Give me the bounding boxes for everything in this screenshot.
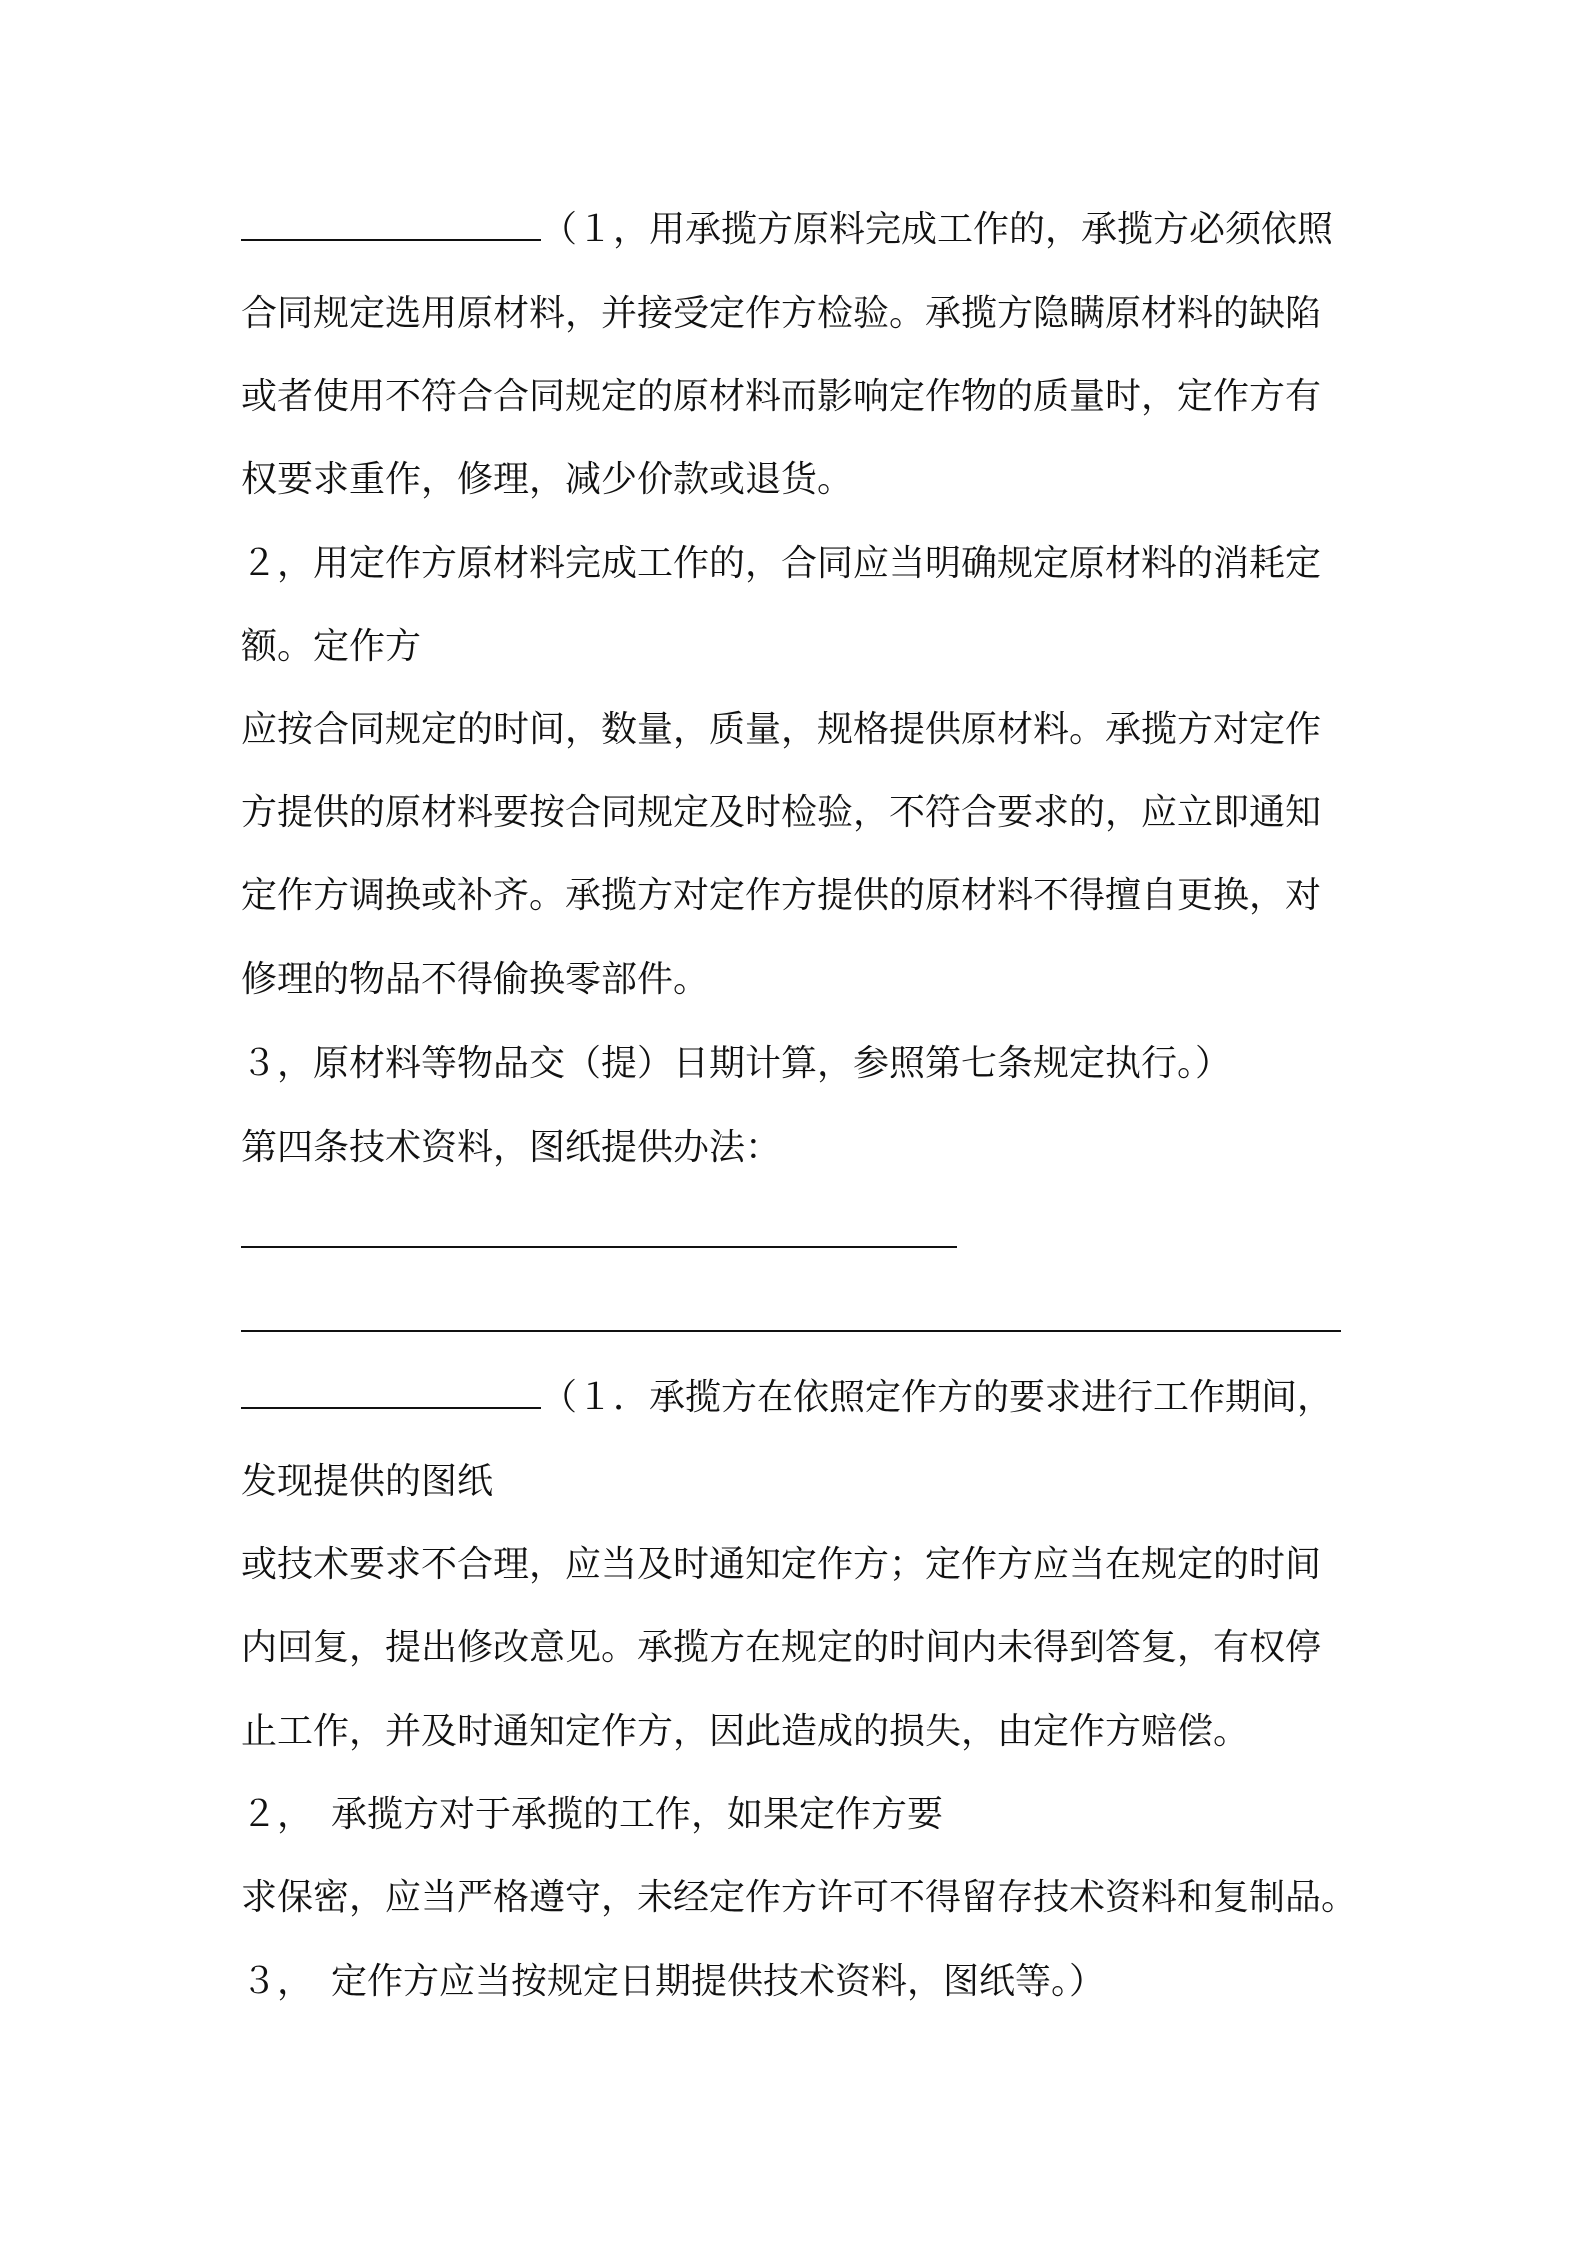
paragraph-line: 方提供的原材料要按合同规定及时检验，不符合要求的，应立即通知 — [241, 792, 1322, 833]
paragraph-line — [241, 1376, 1333, 1420]
paragraph-line: 应按合同规定的时间，数量，质量，规格提供原材料。承揽方对定作 — [241, 709, 1322, 750]
paragraph-line: 或技术要求不合理，应当及时通知定作方；定作方应当在规定的时间 — [241, 1544, 1322, 1585]
fill-in-blank[interactable] — [241, 209, 541, 241]
paragraph-line: 止工作，并及时通知定作方，因此造成的损失，由定作方赔偿。 — [241, 1711, 1250, 1752]
paragraph-line: 定作方调换或补齐。承揽方对定作方提供的原材料不得擅自更换，对 — [241, 875, 1322, 916]
paragraph-line: 发现提供的图纸 — [241, 1461, 494, 1502]
paragraph-line: ２， 承揽方对于承揽的工作，如果定作方要 — [241, 1794, 944, 1835]
fill-in-blank[interactable] — [241, 1330, 1341, 1332]
paragraph-line: 额。定作方 — [241, 626, 422, 667]
paragraph-line: 内回复，提出修改意见。承揽方在规定的时间内未得到答复，有权停 — [241, 1627, 1322, 1668]
paragraph-line: ２，用定作方原材料完成工作的，合同应当明确规定原材料的消耗定 — [241, 543, 1322, 584]
paragraph-line: 或者使用不符合合同规定的原材料而影响定作物的质量时，定作方有 — [241, 376, 1322, 417]
paragraph-line: ３，原材料等物品交（提）日期计算，参照第七条规定执行。） — [241, 1043, 1232, 1084]
paragraph-line — [241, 208, 1333, 252]
fill-in-blank[interactable] — [241, 1377, 541, 1409]
paragraph-line: 求保密，应当严格遵守，未经定作方许可不得留存技术资料和复制品。 — [241, 1877, 1358, 1918]
section-heading: 第四条技术资料，图纸提供办法： — [241, 1127, 782, 1168]
line-text: （１，用承揽方原料完成工作的，承揽方必须依照 — [541, 209, 1334, 250]
paragraph-line: 合同规定选用原材料，并接受定作方检验。承揽方隐瞒原材料的缺陷 — [241, 293, 1322, 334]
fill-in-blank[interactable] — [241, 1246, 957, 1248]
paragraph-line: 修理的物品不得偷换零部件。 — [241, 959, 710, 1000]
line-text: （１．承揽方在依照定作方的要求进行工作期间， — [541, 1377, 1334, 1418]
paragraph-line: ３， 定作方应当按规定日期提供技术资料，图纸等。） — [241, 1961, 1106, 2002]
paragraph-line: 权要求重作，修理，减少价款或退货。 — [241, 459, 854, 500]
